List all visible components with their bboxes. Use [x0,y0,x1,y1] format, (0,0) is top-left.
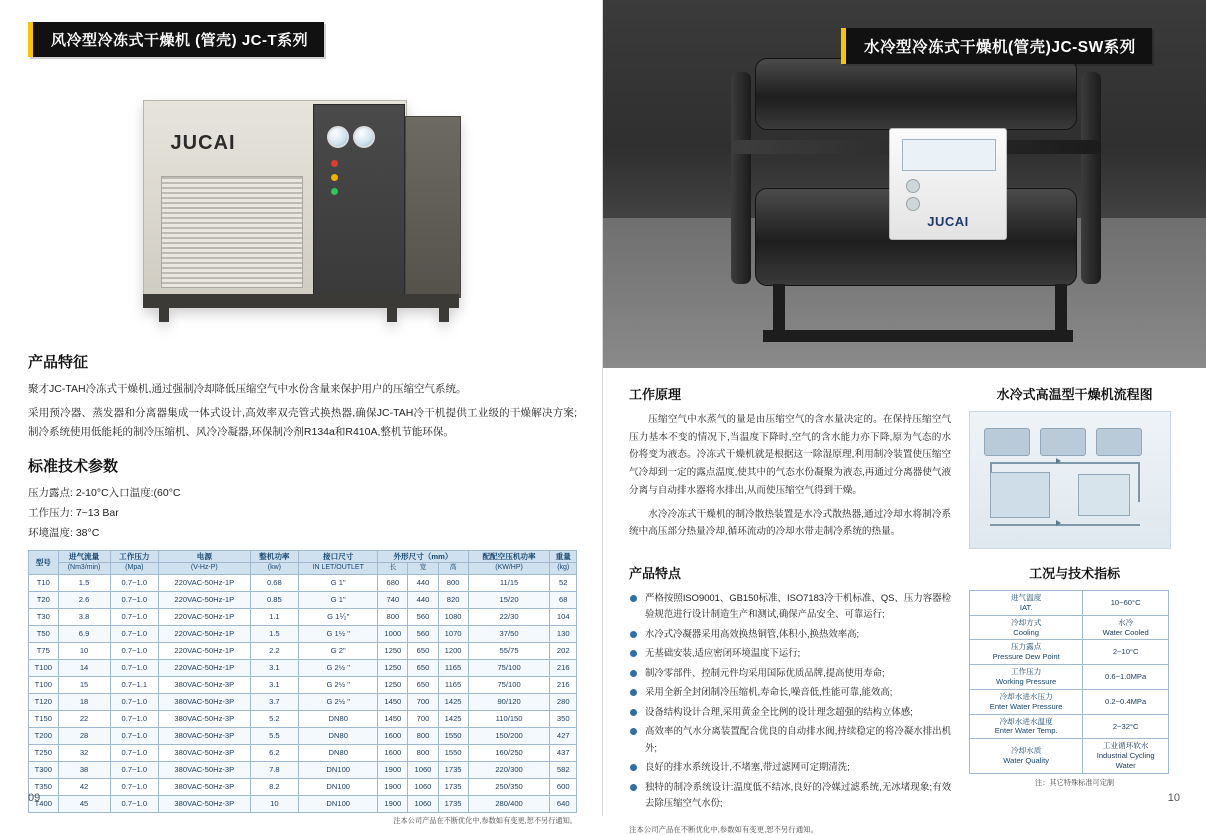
table-cell: 440 [408,592,438,609]
pressure-gauge-icon [353,126,375,148]
params-heading: 标准技术参数 [28,458,119,476]
feature-list-item: 无基础安装,适应密闭环境温度下运行; [629,645,951,661]
table-cell: 104 [550,609,577,626]
table-cell: 0.7~1.0 [110,779,159,796]
features-paragraph: 采用预冷器、蒸发器和分离器集成一体式设计,高效率双壳管式换热器,确保JC-TAH冷干机提供工业级的干燥解决方案;制冷系统使用低能耗的制冷压缩机、风冷冷凝器,环保制冷剂R134a和R410A,整机节能环保。 [28,407,577,438]
table-cell: 1250 [378,660,408,677]
index-label: 工作压力 Working Pressure [970,665,1083,690]
table-cell: 5.5 [250,728,299,745]
status-led-icon [331,188,338,195]
sub-width: 宽 [408,563,438,575]
table-cell: 220VAC-50Hz-1P [159,660,250,677]
table-cell: 582 [550,762,577,779]
col-weight: 重量 [550,550,577,562]
feature-list-item: 良好的排水系统设计,不堵塞,带过滤网可定期清洗; [629,759,951,775]
table-cell: 1060 [408,762,438,779]
air-grille [161,176,303,288]
table-cell: 427 [550,728,577,745]
table-note: 注本公司产品在不断优化中,参数如有变更,恕不另行通知。 [393,816,577,826]
table-cell: 45 [58,796,110,813]
feature-list-item: 水冷式冷凝器采用高效换热铜管,体积小,换热效率高; [629,626,951,642]
right-bottom-note: 注本公司产品在不断优化中,参数如有变更,恕不另行通知。 [629,825,818,835]
table-cell: 280/400 [468,796,550,813]
sub-weight-unit: (kg) [550,563,577,575]
table-cell: 1735 [438,796,468,813]
table-cell: 1060 [408,796,438,813]
table-row [29,711,577,728]
table-cell: 700 [408,694,438,711]
table-row [29,592,577,609]
param-line-working-pressure: 工作压力: 7~13 Bar [28,507,119,520]
feature-list-item: 设备结构设计合理,采用黄金全比例的设计理念超强的结构立体感; [629,704,951,720]
table-row [29,728,577,745]
index-value: 2~32°C [1083,714,1169,739]
table-cell: 0.7~1.0 [110,660,159,677]
table-cell: 1600 [378,745,408,762]
dryer-leg [439,308,449,322]
table-cell: 6.2 [250,745,299,762]
feature-list-item: 严格按照ISO9001、GB150标准、ISO7183冷干机标准、QS、压力容器检验规范进行设计制造生产和测试,确保产品安全、可靠运行; [629,590,951,623]
index-value: 水冷 Water Cooled [1083,615,1169,640]
left-page [0,0,603,826]
table-cell: 75/100 [468,677,550,694]
table-cell: 0.7~1.0 [110,575,159,592]
principle-paragraph: 压缩空气中水蒸气的量是由压缩空气的含水量决定的。在保持压缩空气压力基本不变的情况下,当温度下降时,空气的含水能力亦下降,原为气态的水份将变为液态。冷冻式干燥机就是根据这一除湿原理,利用制冷装置使压缩空气冷却到一定的露点温度,使其中的气态水份凝聚为液态,再通过分离器使气液分离与自动排水器将水排出,从而使压缩空气得到干燥。 [629,414,952,496]
table-cell: G 2½ " [299,677,378,694]
index-note: 注：其它特殊标准可定制 [1035,777,1115,787]
table-cell: 650 [408,660,438,677]
table-cell: 0.7~1.0 [110,762,159,779]
index-table-body [970,591,1169,774]
table-cell: G 1" [299,575,378,592]
table-cell: T300 [29,762,59,779]
spec-table-subheader-row [29,563,577,575]
air-cooled-dryer-photo [28,75,577,337]
vertical-pipe [731,72,751,284]
table-cell: T150 [29,711,59,728]
index-value: 0.6~1.0MPa [1083,665,1169,690]
index-row [970,615,1169,640]
spec-table-header-row [29,550,577,562]
table-row [29,677,577,694]
feature-list-item: 采用全新全封闭制冷压缩机,寿命长,噪音低,性能可靠,能效高; [629,684,951,700]
table-cell: 1250 [378,677,408,694]
table-cell: 380VAC-50Hz-3P [159,694,250,711]
table-cell: 37/50 [468,626,550,643]
table-cell: 220/300 [468,762,550,779]
table-cell: 800 [408,728,438,745]
table-row [29,779,577,796]
dryer-base [143,294,459,308]
flow-line [990,462,1140,464]
features-column [629,563,951,814]
table-cell: 640 [550,796,577,813]
sub-pressure-unit: (Mpa) [110,563,159,575]
dryer-illustration [143,90,463,322]
table-cell: T200 [29,728,59,745]
upper-heat-exchanger-tank [755,58,1077,130]
brand-label: JUCAI [927,214,969,229]
table-cell: 220VAC-50Hz-1P [159,643,250,660]
table-row [29,796,577,813]
table-cell: DN100 [299,762,378,779]
table-cell: DN100 [299,779,378,796]
sub-power-unit: (kw) [250,563,299,575]
table-cell: 380VAC-50Hz-3P [159,762,250,779]
flow-compressor-block [990,472,1050,518]
col-working-pressure: 工作压力 [110,550,159,562]
param-line-ambient-temp: 环境温度: 38°C [28,527,100,539]
table-cell: 14 [58,660,110,677]
table-cell: 1550 [438,745,468,762]
table-cell: 7.8 [250,762,299,779]
features-list [629,590,951,811]
table-cell: 55/75 [468,643,550,660]
index-row [970,640,1169,665]
table-cell: 1.1 [250,609,299,626]
table-cell: 740 [378,592,408,609]
table-cell: G 2½ " [299,694,378,711]
table-cell: 1425 [438,711,468,728]
table-cell: G 2" [299,643,378,660]
table-cell: 1000 [378,626,408,643]
table-cell: 800 [378,609,408,626]
table-cell: 216 [550,677,577,694]
control-cabinet [889,128,1007,240]
table-cell: T20 [29,592,59,609]
table-cell: DN80 [299,728,378,745]
index-row [970,689,1169,714]
table-cell: 18 [58,694,110,711]
index-label: 冷却方式 Cooling [970,615,1083,640]
table-cell: 90/120 [468,694,550,711]
dryer-leg [159,308,169,322]
pressure-gauge-icon [327,126,349,148]
features-paragraph: 聚才JC-TAH冷冻式干燥机,通过强制冷却降低压缩空气中水份含量来保护用户的压缩空气系统。 [28,383,467,395]
table-cell: 52 [550,575,577,592]
table-cell: 0.7~1.0 [110,626,159,643]
table-row [29,762,577,779]
table-cell: T100 [29,677,59,694]
index-label: 压力露点 Pressure Dew Point [970,640,1083,665]
right-page-body [603,368,1206,835]
table-cell: 700 [408,711,438,728]
table-cell: 216 [550,660,577,677]
table-cell: 75/100 [468,660,550,677]
col-port-size: 接口尺寸 [299,550,378,562]
table-cell: 800 [408,745,438,762]
table-cell: 680 [378,575,408,592]
table-cell: 820 [438,592,468,609]
flow-diagram-column [969,384,1180,549]
table-cell: 380VAC-50Hz-3P [159,796,250,813]
page-number-left: 09 [28,792,41,804]
col-matched-compressor: 配配空压机功率 [468,550,550,562]
dryer-leg [387,308,397,322]
table-cell: 38 [58,762,110,779]
index-label: 进气温度 IAT. [970,591,1083,616]
table-cell: DN80 [299,711,378,728]
table-cell: 560 [408,626,438,643]
table-cell: 250/350 [468,779,550,796]
table-cell: 11/15 [468,575,550,592]
table-cell: 32 [58,745,110,762]
table-cell: 160/250 [468,745,550,762]
sub-compressor-unit: (KW/HP) [468,563,550,575]
table-row [29,660,577,677]
table-cell: 0.68 [250,575,299,592]
index-label: 冷却水进水温度 Enter Water Temp. [970,714,1083,739]
table-cell: 1165 [438,677,468,694]
index-value: 工业循环软水 Industrial Cycling Water [1083,739,1169,774]
table-cell: 1450 [378,694,408,711]
flow-line [990,524,1140,526]
table-cell: T350 [29,779,59,796]
table-cell: T100 [29,660,59,677]
table-cell: 6.9 [58,626,110,643]
status-led-icon [331,174,338,181]
dryer-side-module [405,116,461,298]
table-row [29,745,577,762]
table-cell: 3.1 [250,660,299,677]
index-row [970,714,1169,739]
table-cell: 1900 [378,779,408,796]
table-cell: 1070 [438,626,468,643]
frame-base-bar [763,330,1073,342]
table-cell: T400 [29,796,59,813]
table-cell: 0.7~1.0 [110,592,159,609]
table-cell: 1080 [438,609,468,626]
index-table [969,590,1169,774]
table-cell: G 1½ " [299,626,378,643]
flow-arrow-icon [1056,458,1061,464]
table-cell: 0.7~1.0 [110,745,159,762]
index-value: 0.2~0.4MPa [1083,689,1169,714]
flow-diagram-image [969,411,1171,549]
table-cell: 1165 [438,660,468,677]
feature-list-item: 高效率的气水分离装置配合优良的自动排水阀,持续稳定的将冷凝水排出机外; [629,723,951,756]
table-cell: 220VAC-50Hz-1P [159,626,250,643]
table-cell: 650 [408,677,438,694]
table-cell: 15/20 [468,592,550,609]
flow-vessel [1096,428,1142,456]
table-cell: T75 [29,643,59,660]
feature-list-item: 独特的制冷系统设计:温度低不结冰,良好的冷媒过滤系统,无冰堵现象;有效去除压缩空气水份; [629,779,951,812]
col-dimensions: 外形尺寸（mm） [378,550,468,562]
index-row [970,665,1169,690]
right-features-heading: 产品特点 [629,566,682,581]
table-cell: 1450 [378,711,408,728]
table-cell: 15 [58,677,110,694]
table-cell: 1900 [378,762,408,779]
table-cell: 380VAC-50Hz-3P [159,677,250,694]
principle-column [629,384,951,549]
table-cell: 1900 [378,796,408,813]
features-heading: 产品特征 [28,354,89,371]
table-cell: 202 [550,643,577,660]
table-cell: G 1" [299,592,378,609]
table-cell: 600 [550,779,577,796]
index-heading: 工况与技术指标 [1029,566,1121,581]
table-row [29,609,577,626]
table-cell: T120 [29,694,59,711]
col-power-supply: 电源 [159,550,250,562]
table-cell: T30 [29,609,59,626]
table-cell: T250 [29,745,59,762]
table-cell: T50 [29,626,59,643]
table-cell: 280 [550,694,577,711]
table-row [29,643,577,660]
table-cell: 0.85 [250,592,299,609]
table-cell: 0.7~1.0 [110,711,159,728]
left-banner-title: 风冷型冷冻式干燥机 (管壳) JC-T系列 [28,22,324,57]
sub-length: 长 [378,563,408,575]
spec-table-body [29,575,577,813]
control-display [902,139,996,171]
table-cell: 22/30 [468,609,550,626]
flow-vessel [984,428,1030,456]
principle-heading: 工作原理 [629,387,682,402]
table-cell: 68 [550,592,577,609]
table-cell: 1735 [438,762,468,779]
principle-row [629,384,1180,549]
right-banner-holder [841,28,1152,64]
spec-table-head [29,550,577,574]
table-cell: 28 [58,728,110,745]
index-value: 2~10°C [1083,640,1169,665]
feature-list-item: 制冷零部件、控制元件均采用国际优质品牌,提高使用寿命; [629,665,951,681]
table-cell: 2.2 [250,643,299,660]
flow-separator-block [1078,474,1130,516]
table-cell: 220VAC-50Hz-1P [159,592,250,609]
index-column [969,563,1180,814]
table-cell: 1425 [438,694,468,711]
flow-vessel [1040,428,1086,456]
table-cell: 1250 [378,643,408,660]
table-cell: 1600 [378,728,408,745]
index-label: 冷却水质 Water Quality [970,739,1083,774]
sub-flow-unit: (Nm3/min) [58,563,110,575]
table-cell: 800 [438,575,468,592]
table-cell: 220VAC-50Hz-1P [159,575,250,592]
features-row [629,563,1180,814]
table-cell: 0.7~1.0 [110,728,159,745]
param-line-pressure-dew-point: 压力露点: 2-10°C入口温度:(60°C [28,487,181,500]
table-cell: 350 [550,711,577,728]
table-cell: 380VAC-50Hz-3P [159,779,250,796]
index-label: 冷却水进水压力 Enter Water Pressure [970,689,1083,714]
table-cell: 1.5 [58,575,110,592]
right-banner-title: 水冷型冷冻式干燥机(管壳)JC-SW系列 [841,28,1152,64]
table-cell: 5.2 [250,711,299,728]
sub-height: 高 [438,563,468,575]
table-cell: 22 [58,711,110,728]
table-cell: 380VAC-50Hz-3P [159,745,250,762]
table-cell: 1200 [438,643,468,660]
table-cell: 0.7~1.1 [110,677,159,694]
principle-paragraph: 水冷冷冻式干燥机的制冷散热装置是水冷式散热器,通过冷却水将制冷系统中高压部分热量冷却,循环流动的冷却水带走制冷系统的热量。 [629,508,952,538]
table-cell: 440 [408,575,438,592]
table-cell: 3.7 [250,694,299,711]
control-knob-icon [906,179,920,193]
table-cell: G 2½ " [299,660,378,677]
brand-label: JUCAI [170,132,236,154]
table-cell: 0.7~1.0 [110,796,159,813]
table-cell: 560 [408,609,438,626]
table-cell: 42 [58,779,110,796]
table-row [29,694,577,711]
flow-line [1138,462,1140,502]
table-cell: DN80 [299,745,378,762]
water-cooled-dryer-photo [603,0,1206,368]
flow-diagram-title: 水冷式高温型干燥机流程图 [996,387,1153,402]
flow-arrow-icon [1056,520,1061,526]
sub-port-inout: IN LET/OUTLET [299,563,378,575]
table-cell: DN100 [299,796,378,813]
table-cell: 437 [550,745,577,762]
table-cell: 10 [250,796,299,813]
page-number-right: 10 [1167,792,1180,804]
index-row [970,739,1169,774]
table-row [29,626,577,643]
table-cell: 1060 [408,779,438,796]
table-cell: 0.7~1.0 [110,643,159,660]
table-cell: 1.5 [250,626,299,643]
sub-power-supply-unit: (V-Hz-P) [159,563,250,575]
col-flow: 进气流量 [58,550,110,562]
table-cell: 650 [408,643,438,660]
table-cell: 10 [58,643,110,660]
table-cell: 3.8 [58,609,110,626]
table-cell: 3.1 [250,677,299,694]
table-cell: 0.7~1.0 [110,694,159,711]
table-cell: 150/200 [468,728,550,745]
table-cell: 380VAC-50Hz-3P [159,711,250,728]
table-cell: 8.2 [250,779,299,796]
status-led-icon [331,160,338,167]
table-cell: 2.6 [58,592,110,609]
table-cell: 130 [550,626,577,643]
table-cell: 0.7~1.0 [110,609,159,626]
table-cell: 1735 [438,779,468,796]
table-cell: 110/150 [468,711,550,728]
index-row [970,591,1169,616]
right-page [603,0,1206,835]
table-cell: 220VAC-50Hz-1P [159,609,250,626]
control-knob-icon [906,197,920,211]
table-cell: T10 [29,575,59,592]
spec-table [28,550,577,813]
table-cell: G 1⅟₂" [299,609,378,626]
col-total-power: 整机功率 [250,550,299,562]
vertical-pipe [1081,72,1101,284]
table-row [29,575,577,592]
col-model: 型号 [29,550,59,574]
index-value: 10~60°C [1083,591,1169,616]
table-cell: 380VAC-50Hz-3P [159,728,250,745]
table-cell: 1550 [438,728,468,745]
